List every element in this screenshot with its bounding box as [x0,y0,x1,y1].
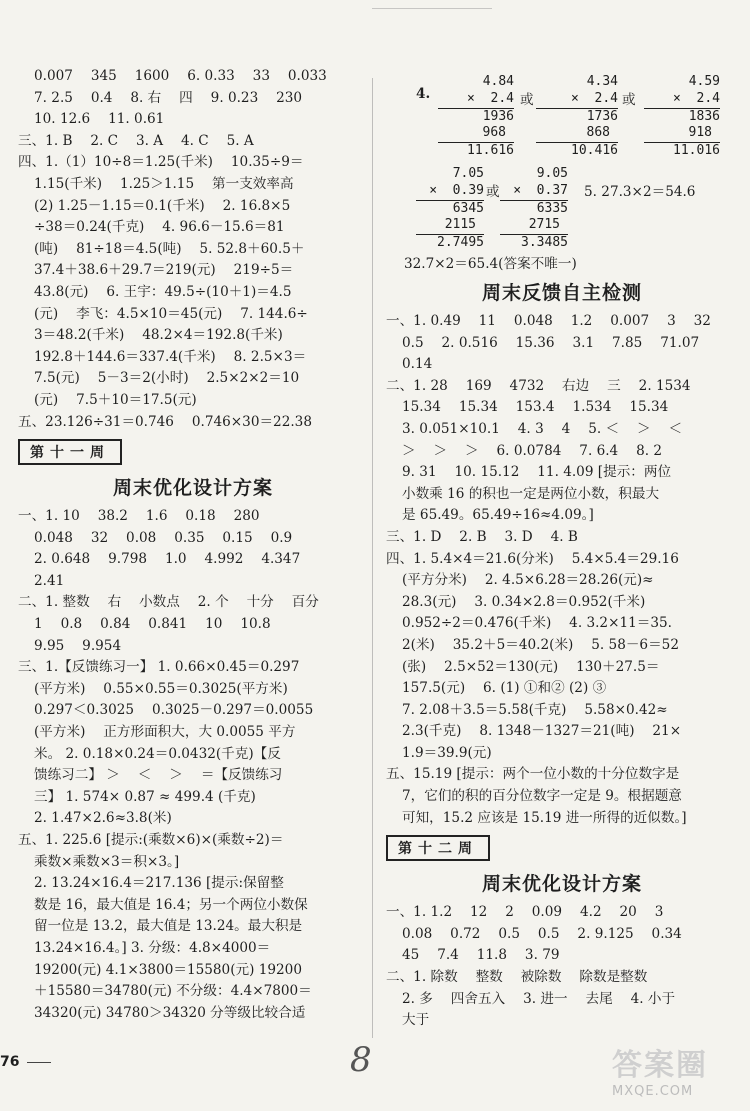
calc-row: 11.016 [673,143,720,159]
top-rule [372,8,492,9]
answer-line: 2.3(千克) 8. 1348－1327＝21(吨) 21× [402,723,682,740]
column-divider [372,78,373,1038]
answer-line: 三、1. B 2. C 3. A 4. C 5. A [18,132,254,149]
answer-line: 数是 16，最大值是 16.4；另一个两位小数保 [34,896,308,913]
answer-line: 7.5(元) 5－3＝2(小时) 2.5×2×2＝10 [34,370,300,387]
answer-line: 三、1.【反馈练习一】 1. 0.66×0.45＝0.297 [18,659,300,676]
calculation-2 [536,74,618,160]
calc-row: 7.05 [452,166,484,181]
answer-line: (吨) 81÷18＝4.5(吨) 5. 52.8＋60.5＋ [34,240,305,257]
answer-line: 3＝48.2(千米) 48.2×4＝192.8(千米) [34,327,283,344]
calc-row: 1736 [586,108,618,124]
answer-line: 3. 0.051×10.1 4. 3 4 5. ＜ ＞ ＜ [402,420,683,437]
answer-line: (平方米) 0.55×0.55＝0.3025(平方米) [34,680,288,697]
calc-row: 9.05 [536,166,568,181]
answer-line: 1.9＝39.9(元) [402,744,492,761]
calc-row: 918 [644,125,720,143]
answer-line: 0.08 0.72 0.5 0.5 2. 9.125 0.34 [402,925,682,942]
answer-line: 1 0.8 0.84 0.841 10 10.8 [34,616,271,633]
week-12-label: 第十二周 [386,835,490,861]
calc-row: 2115 [416,217,484,235]
answer-line: 7. 2.5 0.4 8. 右 四 9. 0.23 230 [34,89,303,106]
calc-row: × 2.4 [644,91,720,109]
answer-line: (2) 1.25－1.15＝0.1(千米) 2. 16.8×5 [34,197,291,214]
answers-week10-continued [18,66,368,433]
answer-line: 45 7.4 11.8 3. 79 [402,947,560,964]
answer-line: 34320(元) 34780＞34320 分等级比较合适 [34,1004,306,1021]
answer-line: (元) 7.5＋10＝17.5(元) [34,391,197,408]
calc-row: 4.84 [482,74,514,89]
answer-line: 三】 1. 574× 0.87 ≈ 499.4 (千克) [34,788,256,805]
item-5-answer: 5. 27.3×2＝54.6 [584,184,696,200]
answer-line: 157.5(元) 6. (1) ①和② (2) ③ [402,680,607,697]
answer-line: 二、1. 整数 右 小数点 2. 个 十分 百分 [18,594,319,611]
calc-row: 968 [438,125,514,143]
watermark-logo [612,1040,748,1108]
calc-row: × 0.37 [500,183,568,201]
answer-line: 2(米) 35.2＋5＝40.2(米) 5. 58－6＝52 [402,636,679,653]
answer-line: 15.34 15.34 153.4 1.534 15.34 [402,399,669,416]
answer-line: 43.8(元) 6. 王宇：49.5÷(10＋1)＝4.5 [34,283,292,300]
calculation-1 [438,74,514,160]
answer-line: 0.048 32 0.08 0.35 0.15 0.9 [34,529,293,546]
section-title-weekend-plan: 周末优化设计方案 [481,873,642,896]
answer-line: 四、1. 5.4×4＝21.6(分米) 5.4×5.4＝29.16 [386,550,679,567]
section-title-weekend-plan: 周末优化设计方案 [112,477,273,500]
calc-row: 10.416 [571,143,618,159]
answers-weekend-plan-week12 [386,902,738,1032]
calc-row: × 2.4 [438,91,514,109]
answer-line: 13.24×16.4。] 3. 分级：4.8×4000＝ [34,939,271,956]
calc-row: 4.34 [586,74,618,89]
calc-row: 1936 [482,108,514,124]
left-column [18,66,368,1024]
or-label: 或 [486,184,500,200]
answer-line: 37.4＋38.6＋29.7＝219(元) 219÷5＝ [34,262,294,279]
item-number: 4. [416,86,431,102]
answer-line: 是 65.49。65.49÷16≈4.09。] [402,507,594,524]
answer-line: 四、1.（1）10÷8＝1.25(千米) 10.35÷9＝ [18,154,304,171]
calc-row: 2715 [500,217,568,235]
answer-line: 五、23.126÷31＝0.746 0.746×30＝22.38 [18,413,312,430]
answer-line: 2. 多 四舍五入 3. 进一 去尾 4. 小于 [402,990,676,1007]
calc-row: × 2.4 [536,91,618,109]
answers-weekend-plan-week11 [18,506,368,1024]
answer-line: 7. 2.08＋3.5＝5.58(千克) 5.58×0.42≈ [402,701,668,718]
calc-row: 6335 [536,200,568,216]
answer-line: 28.3(元) 3. 0.34×2.8＝0.952(千米) [402,593,646,610]
week-11-label: 第十一周 [18,439,122,465]
answer-line: (平方米) 正方形面积大，大 0.0055 平方 [34,724,296,741]
calculation-4 [416,166,484,252]
calc-row: 3.3485 [521,235,568,251]
answer-line: 五、1. 225.6 [提示:(乘数×6)×(乘数÷2)＝ [18,832,284,848]
answer-line: 一、1. 1.2 12 2 0.09 4.2 20 3 [386,904,664,921]
answer-line: 9.95 9.954 [34,637,122,654]
answer-line: 10. 12.6 11. 0.61 [34,111,165,128]
right-column [386,66,738,1032]
handwritten-mark: 8 [350,1040,372,1080]
answer-line: (张) 2.5×52＝130(元) 130＋27.5＝ [402,658,660,675]
answer-line: 0.297＜0.3025 0.3025－0.297＝0.0055 [34,702,314,719]
page-number: 76 [0,1054,51,1070]
answer-line: 0.952÷2＝0.476(千米) 4. 3.2×11＝35. [402,615,672,632]
item-5-answer-continued: 32.7×2＝65.4(答案不唯一) [404,256,577,272]
answer-line: 三、1. D 2. B 3. D 4. B [386,528,578,545]
calc-row: 11.616 [467,143,514,159]
answer-line: 9. 31 10. 15.12 11. 4.09 [提示：两位 [402,464,672,481]
answer-line: 留一位是 13.2，最大值是 13.24。最大积是 [34,918,303,935]
answer-line: ＞ ＞ ＞ 6. 0.0784 7. 6.4 8. 2 [402,442,663,459]
calculation-3 [644,74,720,160]
answer-line: 19200(元) 4.1×3800＝15580(元) 19200 [34,961,302,978]
calc-row: 6345 [452,200,484,216]
calc-row: 1836 [688,108,720,124]
answer-line: 1.15(千米) 1.25＞1.15 第一支效率高 [34,175,294,192]
answer-line: 乘数×乘数×3＝积×3。] [34,853,180,870]
answer-line: 米。 2. 0.18×0.24＝0.0432(千克)【反 [34,745,281,762]
calc-row: 868 [536,125,618,143]
answer-line: 二、1. 除数 整数 被除数 除数是整数 [386,969,648,986]
answer-line: (平方分米) 2. 4.5×6.28＝28.26(元)≈ [402,572,654,589]
answers-feedback-check [386,311,738,829]
answer-line: 馈练习二】 ＞ ＜ ＞ ＝【反馈练习 [34,767,283,784]
answer-line: 2. 13.24×16.4＝217.136 [提示:保留整 [34,875,284,892]
section-title-feedback-check: 周末反馈自主检测 [481,282,642,304]
answer-line: (元) 李飞：4.5×10＝45(元) 7. 144.6÷ [34,305,308,322]
calc-row: 4.59 [688,74,720,89]
answer-line: 0.007 345 1600 6. 0.33 33 0.033 [34,68,327,84]
vertical-calculations [386,66,738,272]
answer-line: 0.14 [402,356,433,373]
calculation-5 [500,166,568,252]
answer-line: 0.5 2. 0.516 15.36 3.1 7.85 71.07 [402,334,700,351]
answer-line: 二、1. 28 169 4732 右边 三 2. 1534 [386,377,691,394]
answer-line: 可知，15.2 应该是 15.19 进一所得的近似数。] [402,809,687,826]
answer-line: 小数乘 16 的积也一定是两位小数，积最大 [402,485,660,502]
watermark-text: 答案圈 [612,1048,708,1083]
calc-row: 2.7495 [437,235,484,251]
answer-line: 大于 [402,1012,430,1029]
answer-line: 一、1. 0.49 11 0.048 1.2 0.007 3 32 [386,313,711,329]
or-label: 或 [622,92,636,108]
answer-line: 2. 0.648 9.798 1.0 4.992 4.347 [34,551,301,568]
or-label: 或 [520,92,534,108]
answer-line: ÷38＝0.24(千克) 4. 96.6－15.6＝81 [34,219,285,236]
answer-line: 一、1. 10 38.2 1.6 0.18 280 [18,508,260,525]
answer-line: 7，它们的积的百分位数字一定是 9。根据题意 [402,788,682,805]
watermark-url: MXQE.COM [612,1084,694,1099]
answer-line: 2. 1.47×2.6≈3.8(米) [34,810,172,827]
answer-line: 2.41 [34,572,65,589]
answer-line: ＋15580＝34780(元) 不分级：4.4×7800＝ [34,983,312,1000]
answer-line: 五、15.19 [提示：两个一位小数的十分位数字是 [386,766,680,783]
answer-line: 192.8＋144.6＝337.4(千米) 8. 2.5×3＝ [34,348,307,365]
calc-row: × 0.39 [416,183,484,201]
